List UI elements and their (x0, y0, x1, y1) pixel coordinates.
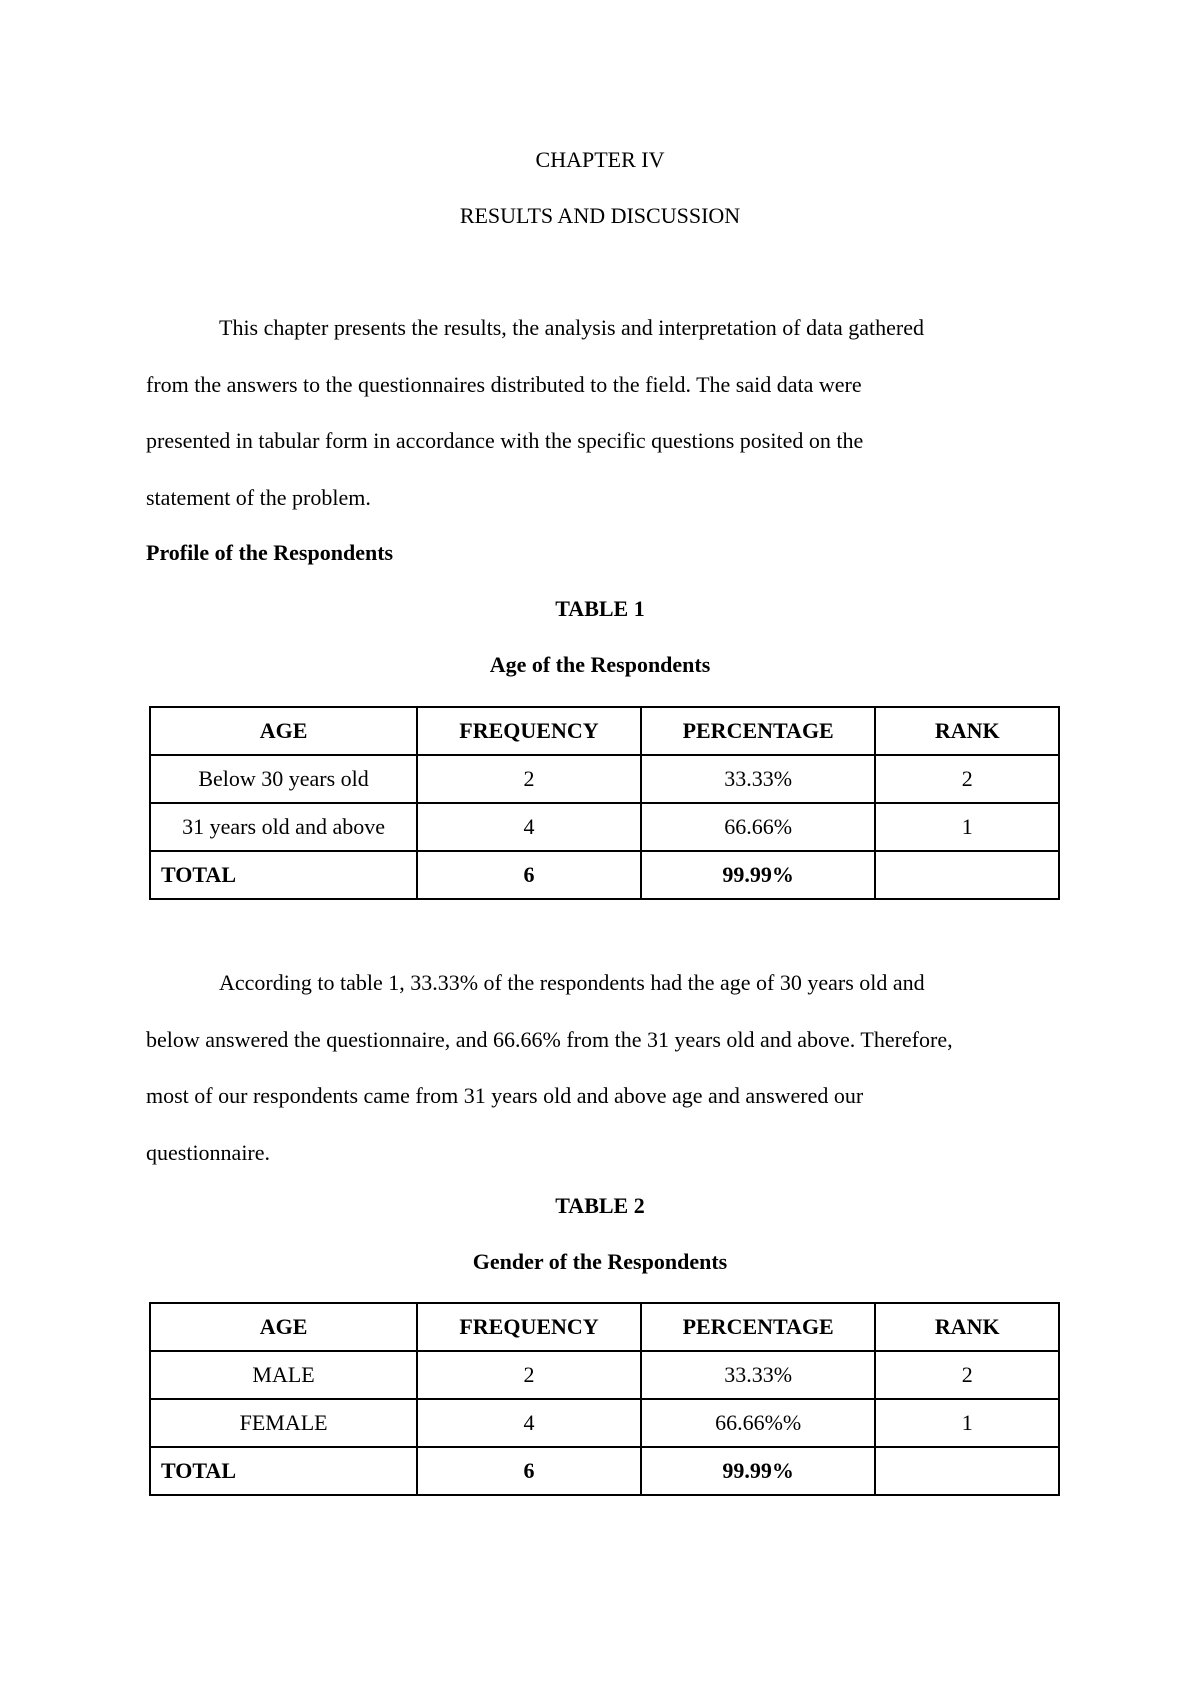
intro-line: from the answers to the questionnaires distributed to the field. The said data were (146, 371, 862, 397)
table2-label: TABLE 2 (555, 1193, 645, 1218)
table-cell: 1 (875, 1399, 1059, 1447)
intro-paragraph (146, 300, 1046, 526)
table-cell: 2 (875, 755, 1059, 803)
chapter-number: CHAPTER IV (535, 147, 665, 172)
table-cell: 1 (875, 803, 1059, 851)
header-cell: RANK (875, 1303, 1059, 1351)
table-cell: 4 (417, 1399, 641, 1447)
discussion-line: questionnaire. (146, 1139, 271, 1165)
table-cell: 2 (417, 1351, 641, 1399)
intro-line: This chapter presents the results, the analysis and interpretation of data gathered (219, 315, 924, 340)
total-percentage: 99.99% (641, 1447, 876, 1495)
total-frequency: 6 (417, 851, 641, 899)
intro-line: statement of the problem. (146, 484, 371, 510)
discussion-line: below answered the questionnaire, and 66.66% from the 31 years old and above. Therefore, (146, 1026, 953, 1052)
intro-line: presented in tabular form in accordance with the specific questions posited on the (146, 428, 864, 453)
table-header-row (150, 1303, 1059, 1351)
header-cell: AGE (150, 707, 417, 755)
table-cell: 2 (417, 755, 641, 803)
section-heading: Profile of the Respondents (146, 540, 394, 565)
table-cell: 33.33% (641, 755, 876, 803)
table-row (150, 1399, 1059, 1447)
table-header-row (150, 707, 1059, 755)
header-cell: RANK (875, 707, 1059, 755)
header-cell: PERCENTAGE (641, 1303, 876, 1351)
table-cell: MALE (150, 1351, 417, 1399)
total-rank (875, 851, 1059, 899)
table-cell: 33.33% (641, 1351, 876, 1399)
header-cell: AGE (150, 1303, 417, 1351)
age-table (149, 706, 1060, 900)
table2-caption: Gender of the Respondents (472, 1249, 728, 1274)
discussion-paragraph (146, 955, 1046, 1181)
table1-label: TABLE 1 (555, 596, 645, 621)
table-cell: 31 years old and above (150, 803, 417, 851)
chapter-title: RESULTS AND DISCUSSION (459, 203, 741, 228)
total-row (150, 1447, 1059, 1495)
total-row (150, 851, 1059, 899)
table-cell: 4 (417, 803, 641, 851)
header-cell: FREQUENCY (417, 1303, 641, 1351)
table1-caption: Age of the Respondents (489, 652, 711, 677)
total-label: TOTAL (150, 851, 417, 899)
table-row (150, 1351, 1059, 1399)
total-rank (875, 1447, 1059, 1495)
header-cell: PERCENTAGE (641, 707, 876, 755)
table-row (150, 755, 1059, 803)
table-cell: 66.66%% (641, 1399, 876, 1447)
discussion-line: According to table 1, 33.33% of the respondents had the age of 30 years old and (219, 970, 925, 995)
total-frequency: 6 (417, 1447, 641, 1495)
table-cell: FEMALE (150, 1399, 417, 1447)
gender-table (149, 1302, 1060, 1496)
discussion-line: most of our respondents came from 31 years old and above age and answered our (146, 1083, 864, 1108)
total-label: TOTAL (150, 1447, 417, 1495)
header-cell: FREQUENCY (417, 707, 641, 755)
table-cell: Below 30 years old (150, 755, 417, 803)
table-row (150, 803, 1059, 851)
table-cell: 2 (875, 1351, 1059, 1399)
table-cell: 66.66% (641, 803, 876, 851)
total-percentage: 99.99% (641, 851, 876, 899)
